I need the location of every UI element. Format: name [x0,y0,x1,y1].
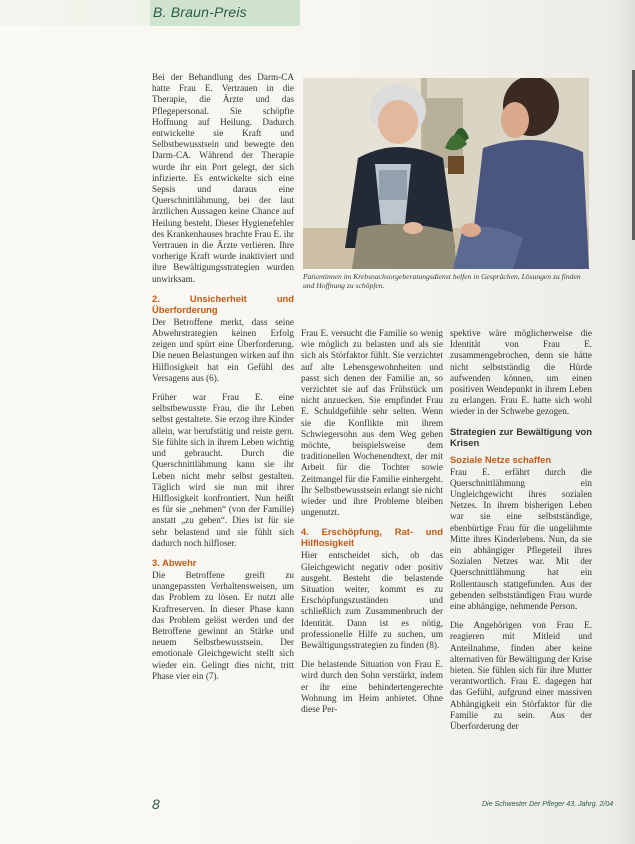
paragraph: spektive wäre möglicherweise die Identität von Frau E. zusammengebrochen, denn sie hätte nicht selbstständig die Hürde aufwenden können, um einen positiven Wendepunkt in ihrem Leben zu erlangen. Frau E. hatte sich wohl wieder in der Schwebe gezogen. [450,328,592,417]
paragraph: Frau E. erfährt durch die Querschnittlähmung ein Ungleichgewicht ihres sozialen Netzes. In ihrem bisherigen Leben war sie eine selbstständige, ebenbürtige Frau für die ungelähmte Mitte ihres Kinderlebens. Nun, da sie ein abhängiger Pflegeteil ihres Sozialen Netzes war. Mit der Querschnittlähmung hat ein Rollentausch stattgefunden. Aus der gebenden selbstständigen Frau wurde eine abhängige, nehmende Person. [450,466,592,612]
photo-illustration [303,78,589,269]
text-column-1 [152,72,294,690]
paragraph: Der Betroffene merkt, dass seine Abwehrstrategien keinen Erfolg zeigen und spürt eine Überforderung. Die neuen Belastungen wirken auf ihn Hilflosigkeit hat ein Gefühl des Versagens aus (6). [152,316,294,383]
section-heading-strategies: Strategien zur Bewältigung von Krisen [450,425,592,448]
paragraph: Die belastende Situation von Frau E. wird durch den Sohn verstärkt, indem er ihr eine behindertengerechte Wohnung im Heim anbietet. Ohne diese Per- [301,659,443,715]
page-fold-shadow [613,0,635,844]
paragraph: Frau E. versucht die Familie so wenig wie möglich zu belasten und als sie sich als Störfaktor fühlt. Sie verzichtet auf alte Lebensgewohnheiten und passt sich denen der Familie an, so verzichtet sie auf das Frühstück um nicht anzuecken. Sie empfindet Frau E. Schuldgefühle sehr selten. Wenn sie die Konflikte mit ihrem Schwiegersohn aus dem Weg gehen möchte, beispielsweise dem traditionellen Wochenendtext, der mit Arbeit für die Tochter sowie Zeitmangel für die Familie einhergeht. Ihr Selbstbewusstsein erlangt sie nicht wieder und ihre Probleme bleiben ungenutzt. [301,328,443,518]
subheading-social-networks: Soziale Netze schaffen [450,453,552,465]
paragraph: Die Angehörigen von Frau E. reagieren mit Mitleid und Anteilnahme, finden aber keine alternativen für Bewältigung der Krise bieten. Sie fühlen sich für ihre Mutter verantwortlich. Frau E. dagegen hat das Gefühl, aufgrund einer massiven Abhängigkeit ein Störfaktor für die Familie zu sein. Aus der Überforderung der [450,620,592,732]
section-heading-4: 4. Erschöpfung, Rat- und Hilflosigkeit [301,526,443,549]
paragraph: Hier entscheidet sich, ob das Gleichgewicht negativ oder positiv ausgeht. Besteht die belastende Situation weiter, kommt es zu Erschöpfungszuständen und schließlich zum Zusammenbruch der Identität. Dann ist es nötig, professionelle Hilfe zu suchen, um Bewältigungsstrategien zu finden (8). [301,550,443,651]
section-heading-2: 2. Unsicherheit und Überforderung [152,292,294,315]
paragraph: Die Betroffene greift zu unangepassten Verhaltensweisen, um das Problem zu lösen. Er nutzt alle Kraftreserven. In dieser Phase kann das Problem gelöst werden und der Betroffene gewinnt an Stärke und neuem Selbstbewusstsein. Der emotionale Gleichgewicht stellt sich wieder ein. Gelingt dies nicht, tritt Phase vier ein (7). [152,569,294,681]
article-photo [303,78,589,269]
text-column-2 [301,328,443,723]
text-column-3 [450,328,592,740]
paragraph: Früher war Frau E. eine selbstbewusste Frau, die ihr Leben selbst gestaltete. Sie erzog ihre Kinder allein, war berufstätig und reiste gern. Sie fühlte sich in ihrem Leben wichtig und gebraucht. Durch die Querschnittlähmung kann sie ihr Leben nicht mehr selbst gestalten. Täglich wird sie nun mit ihrer Hilflosigkeit konfrontiert. Nun heißt es für sie „nehmen“ (von der Familie) anstatt „zu geben“. Dies ist für sie sehr belastend und sie fühlt sich dadurch noch hilfloser. [152,392,294,548]
header-band-left [0,0,150,26]
publication-line: Die Schwester Der Pfleger 43. Jahrg. 2/04 [482,801,614,808]
section-heading-3: 3. Abwehr [152,556,197,568]
page-number: 8 [152,796,160,812]
photo-caption: Patientinnen im Krebsnachsorgeberatungsdienst helfen in Gesprächen, Lösungen zu finden und Hoffnung zu schöpfen. [303,272,581,291]
running-header: B. Braun-Preis [153,4,247,20]
paragraph: Bei der Behandlung des Darm-CA hatte Frau E. Vertrauen in die Therapie, die Ärzte und das Pflegepersonal. Sie schöpfte Hoffnung auf Heilung. Dadurch entwickelte sie Kraft und Selbstbewusstsein und bewegte den Darm-CA. Während der Therapie wurde ihr ein Port gelegt, der sich infizierte. Es entwickelte sich eine Sepsis und daraus eine Querschnittlähmung, bei der laut ärztlichen Aussagen keine Chance auf Heilung besteht. Dieser Hygienefehler des Krankenhauses brachte Frau E. ihr Vertrauen in die Ärzte verlieren. Ihre vorherige Kraft wurde inaktiviert und ihre Bewältigungsstrategien wurden unwirksam. [152,72,294,284]
